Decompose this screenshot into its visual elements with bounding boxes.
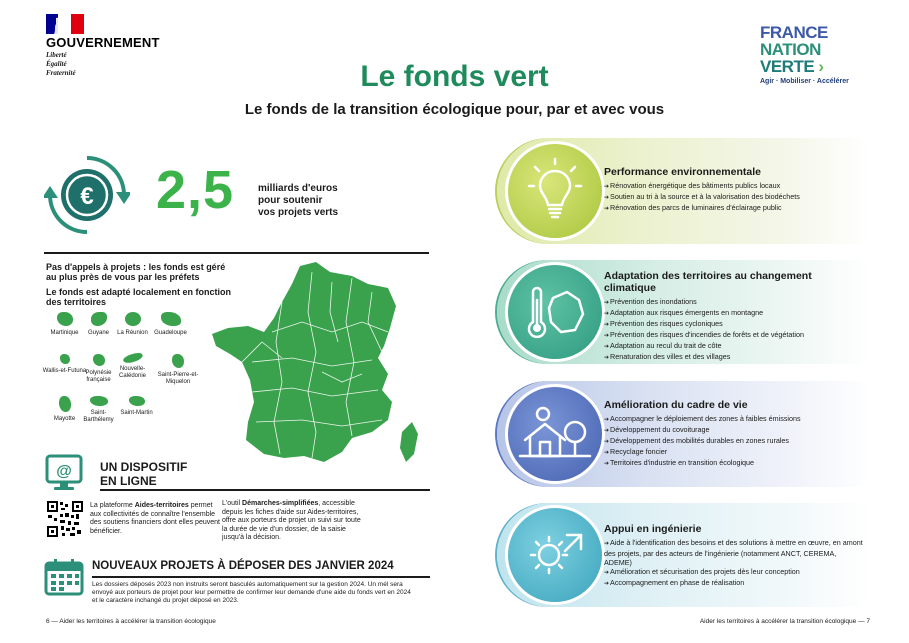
- card-item: ➔Recyclage foncier: [604, 447, 668, 456]
- territory-map-icon: [91, 312, 107, 326]
- card-cadre-de-vie: [497, 381, 872, 487]
- card-body: [604, 399, 864, 469]
- card-item: ➔Aide à l'identification des besoins et des solutions à mettre en œuvre, en amont des projets, par des acteurs de l'ingénierie (notamment ANCT, CEREMA, ADEME): [604, 538, 863, 567]
- card-title: Performance environnementale: [604, 166, 761, 178]
- euro-cycle-icon: [44, 152, 130, 238]
- territory-label: Saint-Martin: [120, 410, 153, 416]
- motto-line: Liberté: [46, 51, 67, 59]
- calendar-icon: [44, 558, 84, 596]
- territories-p1: Pas d'appels à projets : les fonds est géré au plus près de vous par les préfets: [46, 262, 226, 282]
- card-item: ➔Rénovation énergétique des bâtiments publics locaux: [604, 181, 781, 190]
- motto-line: Égalité: [46, 60, 67, 68]
- projects-title: NOUVEAUX PROJETS À DÉPOSER DES JANVIER 2024: [92, 560, 394, 572]
- card-item: ➔Renaturation des villes et des villages: [604, 352, 731, 361]
- card-body: [604, 166, 864, 214]
- card-item: ➔Accompagner le déploiement des zones à faibles émissions: [604, 414, 801, 423]
- card-icon-circle: [505, 384, 605, 484]
- house-tree-icon: [505, 384, 605, 484]
- territories-p2: Le fonds est adapté localement en fonction des territoires: [46, 287, 232, 307]
- brand-tagline: Agir · Mobiliser · Accélérer: [760, 78, 849, 85]
- territory-map-icon: [59, 396, 71, 412]
- amount-description: [258, 183, 338, 219]
- online-title: [100, 460, 187, 488]
- territory-label: Guadeloupe: [154, 330, 187, 336]
- card-item: ➔Prévention des risques d'incendies de forêts et de végétation: [604, 330, 804, 339]
- card-item: ➔Développement des mobilités durables en zones rurales: [604, 436, 790, 445]
- territory-label: Saint-Barthélemy: [83, 410, 114, 423]
- territories-text: [46, 262, 236, 312]
- territory-map-icon: [125, 312, 141, 326]
- card-title: Amélioration du cadre de vie: [604, 399, 748, 411]
- card-item: ➔Soutien au tri à la source et à la valorisation des biodéchets: [604, 192, 800, 201]
- card-performance: [497, 138, 872, 244]
- territory-label: Saint-Pierre-et-Miquelon: [157, 372, 199, 385]
- territory-label: Mayotte: [53, 416, 76, 422]
- card-ingenierie: [497, 503, 872, 607]
- online-p2-bold[interactable]: Démarches-simplifiées: [242, 500, 319, 507]
- projects-text: Les dossiers déposés 2023 non instruits seront basculés automatiquement sur la gestion 2024. Un mél sera envoyé aux porteurs de projet pour leur permettre de confirmer leur demande d'une aide du fonds vert en 2024 et le caractère inchangé du projet déposé en 2023.: [92, 581, 411, 604]
- territory-label: Wallis-et-Futuna: [42, 368, 87, 374]
- territory-map-icon: [57, 312, 73, 326]
- territory-map-icon: [93, 354, 105, 366]
- at-symbol: @: [56, 463, 72, 480]
- card-icon-circle: [505, 262, 605, 362]
- territory-item: [114, 396, 159, 417]
- motto-line: Fraternité: [46, 69, 76, 77]
- france-map: [212, 262, 422, 474]
- amount-line-1: milliards d'euros: [258, 183, 338, 194]
- page-subtitle: Le fonds de la transition écologique pour, par et avec vous: [244, 101, 665, 118]
- territory-label: Martinique: [50, 330, 79, 336]
- territory-item: [148, 312, 193, 337]
- card-item: ➔Amélioration et sécurisation des projets dès leur conception: [604, 567, 800, 576]
- card-body: [604, 523, 864, 589]
- euro-symbol: €: [80, 183, 94, 210]
- online-p2-post: , accessible depuis les fiches d'aide sur Aides-territoires, offre aux porteurs de projet un suivi sur toute la durée de vie d'un dossier, de la saisie jusqu'à la décision.: [222, 500, 361, 541]
- card-title: Adaptation des territoires au changement climatique: [604, 270, 812, 294]
- territory-map-icon: [90, 396, 108, 406]
- online-paragraph-1: [90, 502, 220, 536]
- card-item: ➔Adaptation aux risques émergents en montagne: [604, 308, 764, 317]
- online-title-line-2: EN LIGNE: [100, 474, 157, 488]
- card-item: ➔Accompagnement en phase de réalisation: [604, 578, 745, 587]
- marianne-logo: [46, 14, 84, 34]
- territory-map-icon: [129, 396, 145, 406]
- online-p1-post: permet aux collectivités de connaître l'ensemble des soutiens financiers dont elles peuvent bénéficier.: [90, 502, 220, 535]
- territory-map-icon: [60, 354, 70, 364]
- online-p1-bold[interactable]: Aides-territoires: [134, 502, 189, 509]
- card-icon-circle: [505, 505, 605, 605]
- card-icon-circle: [505, 141, 605, 241]
- online-paragraph-2: [222, 500, 362, 543]
- territory-label: Guyane: [87, 330, 109, 336]
- brand-verte: VERTE: [760, 57, 815, 76]
- france-nation-verte-logo: [760, 24, 872, 85]
- territory-label: La Réunion: [117, 330, 148, 336]
- card-item: ➔Prévention des risques cycloniques: [604, 319, 723, 328]
- online-divider: [100, 489, 430, 491]
- overseas-territories: [42, 312, 222, 442]
- qr-code-icon[interactable]: [46, 500, 84, 538]
- footer-right: Aider les territoires à accélérer la transition écologique — 7: [699, 618, 870, 625]
- chevron-right-icon: ›: [818, 57, 824, 76]
- engineering-icon: [505, 505, 605, 605]
- online-p2-pre: L'outil: [222, 500, 243, 507]
- territory-label: Nouvelle-Calédonie: [118, 366, 147, 379]
- territory-item: [148, 354, 208, 386]
- card-adaptation: [497, 260, 872, 364]
- territory-map-icon: [172, 354, 184, 368]
- footer-left: 6 — Aider les territoires à accélérer la transition écologique: [46, 618, 216, 625]
- territory-map-icon: [122, 351, 144, 365]
- online-title-line-1: UN DISPOSITIF: [100, 460, 188, 474]
- amount-line-2: pour soutenir: [258, 195, 323, 206]
- card-title: Appui en ingénierie: [604, 523, 702, 535]
- amount-value: 2,5: [156, 160, 235, 220]
- territory-label: Polynésie française: [85, 370, 112, 383]
- government-name: GOUVERNEMENT: [46, 35, 160, 50]
- online-platform-icon: [44, 454, 84, 492]
- brand-line-3: [760, 58, 872, 75]
- projects-divider: [92, 576, 430, 578]
- amount-line-3: vos projets verts: [258, 207, 339, 218]
- card-item: ➔Développement du covoiturage: [604, 425, 710, 434]
- brand-line-1: FRANCE: [760, 23, 828, 42]
- card-item: ➔Adaptation au recul du trait de côte: [604, 341, 722, 350]
- online-p1-pre: La plateforme: [90, 502, 135, 509]
- card-item: ➔Territoires d'industrie en transition écologique: [604, 458, 755, 467]
- card-item: ➔Rénovation des parcs de luminaires d'éclairage public: [604, 203, 782, 212]
- lightbulb-icon: [505, 141, 605, 241]
- brand-line-2: NATION: [760, 40, 821, 59]
- card-item: ➔Prévention des inondations: [604, 297, 697, 306]
- thermometer-icon: [505, 262, 605, 362]
- territory-map-icon: [161, 312, 181, 326]
- page-title: Le fonds vert: [360, 60, 549, 93]
- card-body: [604, 270, 864, 363]
- section-divider: [44, 252, 429, 254]
